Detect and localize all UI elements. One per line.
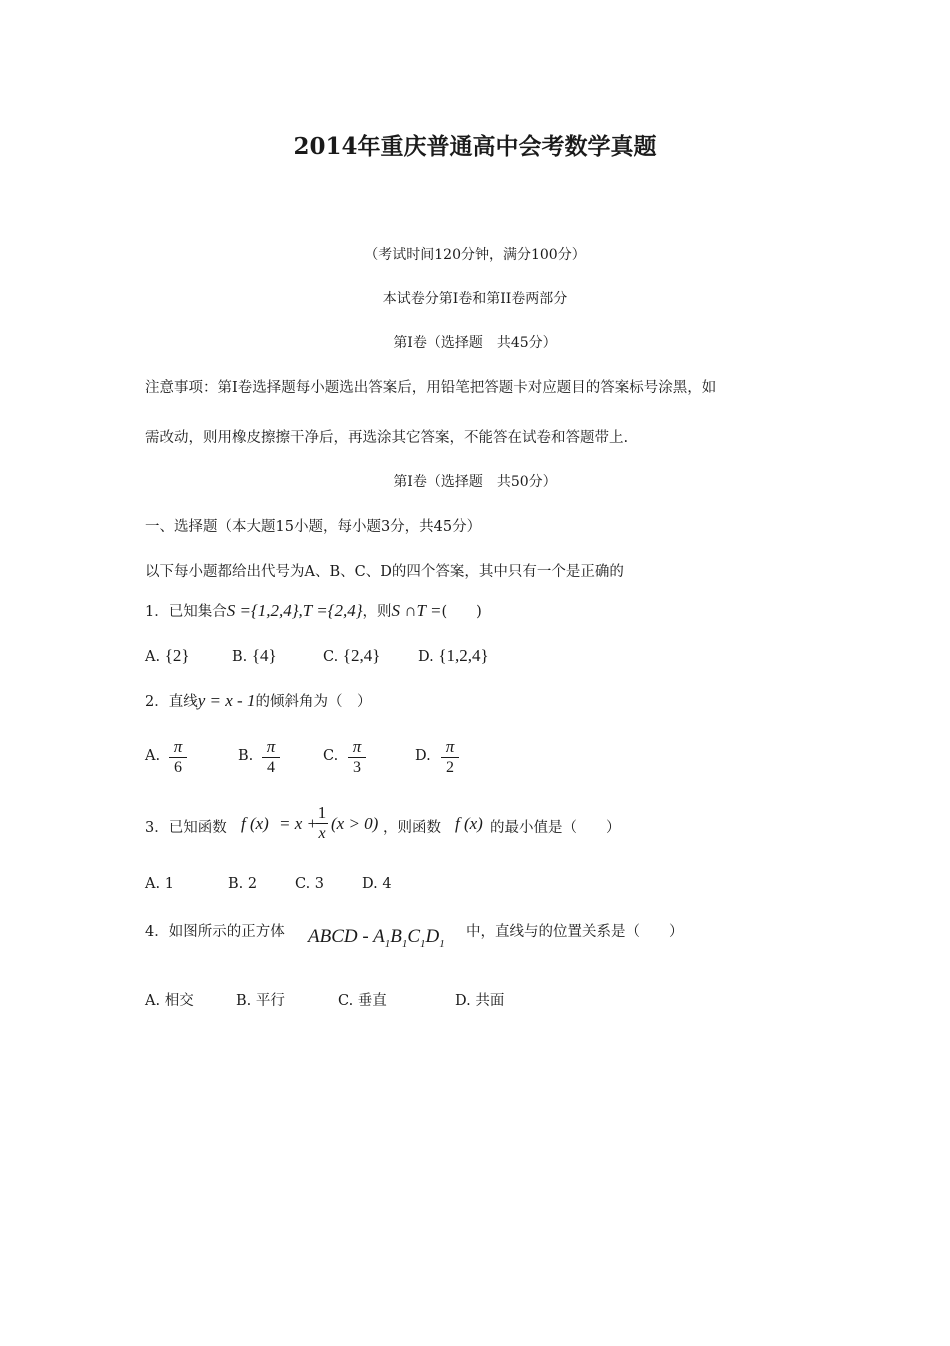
section-instruction: 以下每小题都给出代号为A、B、C、D的四个答案，其中只有一个是正确的 [145,564,624,580]
q3-option-d: D. 4 [362,876,392,892]
q3-option-a: A. 1 [145,876,174,892]
q3-domain: (x > 0) [331,814,379,833]
part1-heading: 第I卷（选择题 共45分） [393,335,557,351]
q1-option-c: C. {2,4} [323,646,381,665]
q2-option-c-label: C. [323,748,339,764]
section-heading: 一、选择题（本大题15小题，每小题3分，共45分） [145,519,482,535]
q2-option-d-fraction: π 2 [440,737,460,778]
q2-line-equation: y = x - 1 [197,691,256,710]
q2-suffix: 的倾斜角为（ ） [255,694,372,710]
q1-set-definition: S ={1,2,4},T ={2,4} [226,601,363,620]
q2-option-a-fraction: π 6 [168,737,188,778]
q2-option-a-label: A. [145,748,161,764]
q4-option-c: C. 垂直 [338,993,387,1009]
q3-suffix: 的最小值是（ ） [490,820,621,836]
q3-option-b: B. 2 [228,876,258,892]
q3-fraction: 1 x [317,803,327,842]
q4-suffix: 中，直线与的位置关系是（ ） [466,924,684,940]
q1-option-b: B. {4} [232,646,277,665]
q2-option-b-label: B. [238,748,254,764]
question-2 [145,690,371,711]
q3-prefix: 3．已知函数 [145,820,227,836]
q4-prefix: 4．如图所示的正方体 [145,924,285,940]
page-title: 2014年重庆普通高中会考数学真题 [293,133,657,160]
q2-option-b-fraction: π 4 [261,737,281,778]
q1-mid: ，则 [362,604,392,620]
q3-mid: ，则函数 [383,820,441,836]
notice-line-1: 注意事项：第I卷选择题每小题选出答案后，用铅笔把答题卡对应题目的答案标号涂黑，如 [145,380,717,396]
q4-option-a: A. 相交 [145,993,194,1009]
q3-expr-a: = x + [279,814,318,833]
q2-option-c-fraction: π 3 [347,737,367,778]
q1-option-a: A. {2} [145,646,190,665]
q3-function-2: f (x) [455,814,483,833]
q2-prefix: 2．直线 [145,694,198,710]
q1-prefix: 1．已知集合 [145,604,227,620]
q1-suffix: ( ) [441,604,482,620]
q1-option-d: D. {1,2,4} [418,646,489,665]
q4-cube-name: ABCD - $A_1B_1C_1D_1$ [308,926,445,950]
q4-option-d: D. 共面 [455,993,505,1009]
q3-function: f (x) [241,814,269,833]
exam-composition: 本试卷分第I卷和第II卷两部分 [382,291,568,307]
exam-time: （考试时间120分钟，满分100分） [364,247,586,263]
part1-heading-repeat: 第I卷（选择题 共50分） [393,474,557,490]
q4-option-b: B. 平行 [236,993,285,1009]
q3-option-c: C. 3 [295,876,325,892]
question-1 [145,600,482,621]
q1-intersection-expr: S ∩T = [391,601,442,620]
q2-option-d-label: D. [415,748,431,764]
notice-line-2: 需改动，则用橡皮擦擦干净后，再选涂其它答案，不能答在试卷和答题带上. [145,430,629,446]
